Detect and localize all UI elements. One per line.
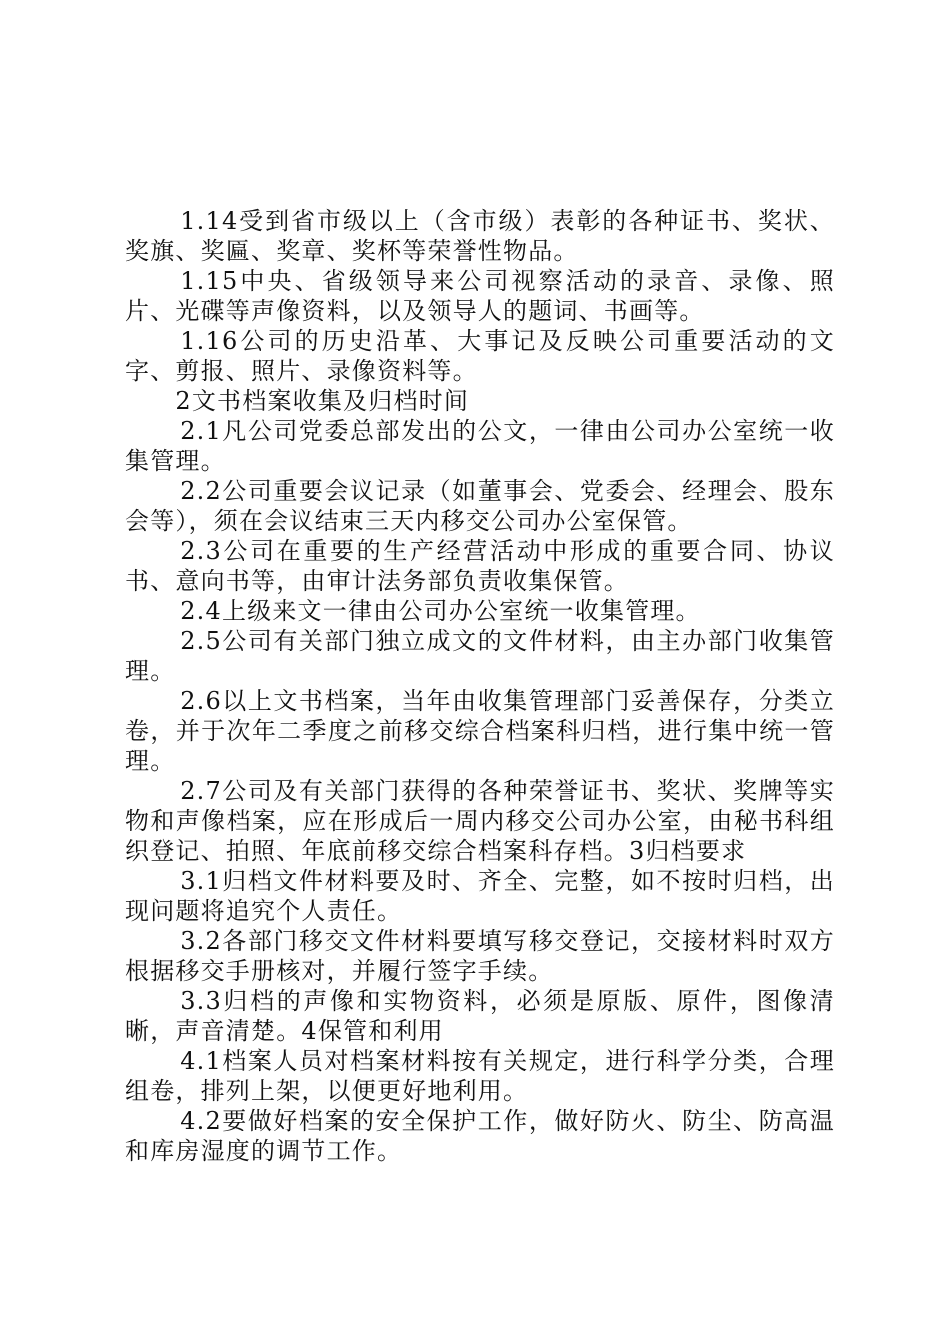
paragraph-1-14: 1.14受到省市级以上（含市级）表彰的各种证书、奖状、奖旗、奖匾、奖章、奖杯等荣誉性物品。 — [125, 207, 835, 265]
section-heading-2: 2文书档案收集及归档时间 — [175, 387, 470, 415]
paragraph-1-15: 1.15中央、省级领导来公司视察活动的录音、录像、照片、光碟等声像资料，以及领导人的题词、书画等。 — [125, 267, 835, 325]
document-body — [125, 206, 835, 1166]
paragraph-2-2: 2.2公司重要会议记录（如董事会、党委会、经理会、股东会等），须在会议结束三天内移交公司办公室保管。 — [125, 477, 835, 535]
paragraph-2-7: 2.7公司及有关部门获得的各种荣誉证书、奖状、奖牌等实物和声像档案，应在形成后一周内移交公司办公室，由秘书科组织登记、拍照、年底前移交综合档案科存档。3归档要求 — [125, 777, 835, 865]
paragraph-4-2: 4.2要做好档案的安全保护工作，做好防火、防尘、防高温和库房湿度的调节工作。 — [125, 1107, 835, 1165]
paragraph-1-16: 1.16公司的历史沿革、大事记及反映公司重要活动的文字、剪报、照片、录像资料等。 — [125, 327, 835, 385]
paragraph-2-3: 2.3公司在重要的生产经营活动中形成的重要合同、协议书、意向书等，由审计法务部负责收集保管。 — [125, 537, 835, 595]
paragraph-2-4: 2.4上级来文一律由公司办公室统一收集管理。 — [180, 597, 701, 625]
paragraph-2-5: 2.5公司有关部门独立成文的文件材料，由主办部门收集管理。 — [125, 627, 835, 685]
paragraph-2-6: 2.6以上文书档案，当年由收集管理部门妥善保存，分类立卷，并于次年二季度之前移交综合档案科归档，进行集中统一管理。 — [125, 687, 835, 775]
paragraph-2-1: 2.1凡公司党委总部发出的公文，一律由公司办公室统一收集管理。 — [125, 417, 835, 475]
paragraph-4-1: 4.1档案人员对档案材料按有关规定，进行科学分类，合理组卷，排列上架，以便更好地利用。 — [125, 1047, 835, 1105]
paragraph-3-1: 3.1归档文件材料要及时、齐全、完整，如不按时归档，出现问题将追究个人责任。 — [125, 867, 835, 925]
paragraph-3-3: 3.3归档的声像和实物资料，必须是原版、原件，图像清晰，声音清楚。4保管和利用 — [125, 987, 835, 1045]
paragraph-3-2: 3.2各部门移交文件材料要填写移交登记，交接材料时双方根据移交手册核对，并履行签字手续。 — [125, 927, 835, 985]
